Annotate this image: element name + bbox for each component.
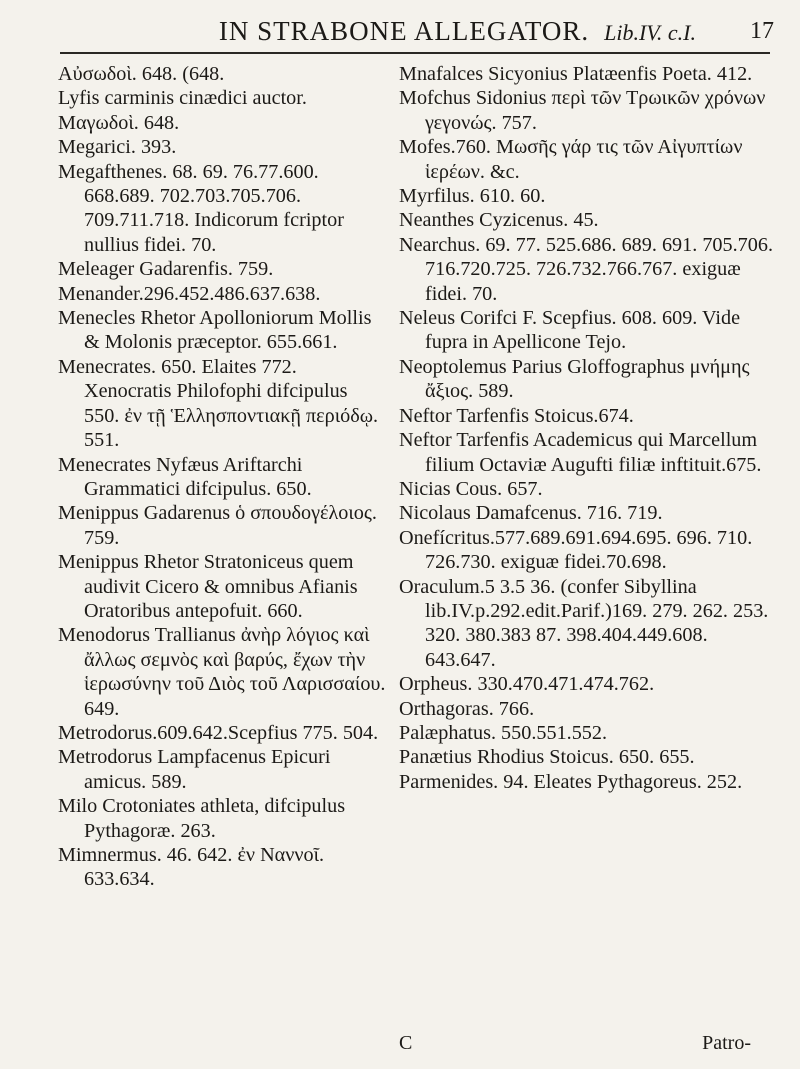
index-entry: Nicias Cous. 657.	[399, 477, 543, 500]
index-entry: Menodorus Trallianus ἀνὴρ λόγιος καὶ ἄλλως σεμνὸς καὶ βαρύς, ἔχων τὴν ἱερωσύνην τοῦ Διὸς τοῦ Λαρισσαίου. 649.	[58, 624, 386, 720]
index-column-left	[58, 62, 386, 892]
index-entry: Menecrates Nyfæus Ariftarchi Grammatici difcipulus. 650.	[58, 453, 312, 500]
signature-mark: C	[399, 1032, 413, 1054]
index-entry: Neanthes Cyzicenus. 45.	[399, 209, 599, 232]
index-entry: Mofes.760. Μωσῆς γάρ τις τῶν Αἰγυπτίων ἱερέων. &c.	[399, 136, 743, 183]
index-entry: Menander.296.452.486.637.638.	[58, 282, 321, 305]
header-rule	[60, 52, 770, 54]
index-entry: Onefícritus.577.689.691.694.695. 696. 710. 726.730. exiguæ fidei.70.698.	[399, 526, 753, 574]
index-entry: Mofchus Sidonius περὶ τῶν Τρωικῶν χρόνων γεγονώς. 757.	[399, 87, 766, 134]
index-entry: Panætius Rhodius Stoicus. 650. 655.	[399, 746, 695, 769]
index-entry: Meleager Gadarenfis. 759.	[58, 258, 274, 281]
index-entry: Orthagoras. 766.	[399, 697, 535, 720]
index-entry: Mimnermus. 46. 642. ἐν Ναννοῖ. 633.634.	[58, 844, 325, 891]
index-entry: Menippus Rhetor Stratoniceus quem audivit Cicero & omnibus Afianis Oratoribus antepofuit. 660.	[58, 551, 358, 622]
index-entry: Menecles Rhetor Apolloniorum Mollis & Molonis præceptor. 655.661.	[58, 307, 372, 354]
index-entry: Myrfilus. 610. 60.	[399, 185, 546, 208]
index-entry: Lyfis carminis cinædici auctor.	[58, 87, 307, 110]
index-entry: Parmenides. 94. Eleates Pythagoreus. 252.	[399, 770, 743, 793]
index-entry: Αὐσωδοὶ. 648. (648.	[58, 63, 225, 85]
index-entry: Milo Crotoniates athleta, difcipulus Pythagoræ. 263.	[58, 795, 346, 842]
index-entry: Menecrates. 650. Elaites 772. Xenocratis Philofophi difcipulus 550. ἐν τῇ Ἑλλησποντιακῇ περιόδῳ. 551.	[58, 355, 379, 452]
index-entry: Mnafalces Sicyonius Platæenfis Poeta. 412.	[399, 63, 753, 85]
index-entry: Neftor Tarfenfis Stoicus.674.	[399, 404, 634, 427]
index-column-right	[399, 62, 777, 794]
index-entry: Metrodorus Lampfacenus Epicuri amicus. 589.	[58, 746, 331, 793]
page-title: IN STRABONE ALLEGATOR.	[218, 16, 590, 46]
index-entry: Menippus Gadarenus ὁ σπουδογέλοιος. 759.	[58, 502, 377, 549]
index-entry: Orpheus. 330.470.471.474.762.	[399, 673, 655, 696]
index-entry: Megarici. 393.	[58, 136, 177, 159]
index-entry: Nicolaus Damafcenus. 716. 719.	[399, 502, 663, 525]
page-number: 17	[750, 18, 774, 44]
index-entry: Palæphatus. 550.551.552.	[399, 721, 608, 744]
index-entry: Nearchus. 69. 77. 525.686. 689. 691. 705.706. 716.720.725. 726.732.766.767. exiguæ fidei. 70.	[399, 233, 773, 305]
catchword: Patro-	[702, 1032, 751, 1054]
index-entry: Neftor Tarfenfis Academicus qui Marcellum filium Octaviæ Augufti filiæ inftituit.675.	[399, 429, 762, 476]
book-reference: Lib.IV. c.I.	[604, 20, 696, 45]
index-entry: Megafthenes. 68. 69. 76.77.600. 668.689. 702.703.705.706. 709.711.718. Indicorum fcriptor nullius fidei. 70.	[58, 160, 344, 256]
index-entry: Metrodorus.609.642.Scepfius 775. 504.	[58, 721, 379, 744]
index-entry: Neoptolemus Parius Gloffographus μνήμης ἄξιος. 589.	[399, 355, 750, 403]
index-entry: Μαγωδοὶ. 648.	[58, 111, 180, 134]
index-entry: Neleus Corifci F. Scepfius. 608. 609. Vide fupra in Apellicone Tejo.	[399, 307, 741, 354]
index-entry: Oraculum.5 3.5 36. (confer Sibyllina lib.IV.p.292.edit.Parif.)169. 279. 262. 253. 320. 380.383 87. 398.404.449.608. 643.647.	[399, 575, 769, 671]
